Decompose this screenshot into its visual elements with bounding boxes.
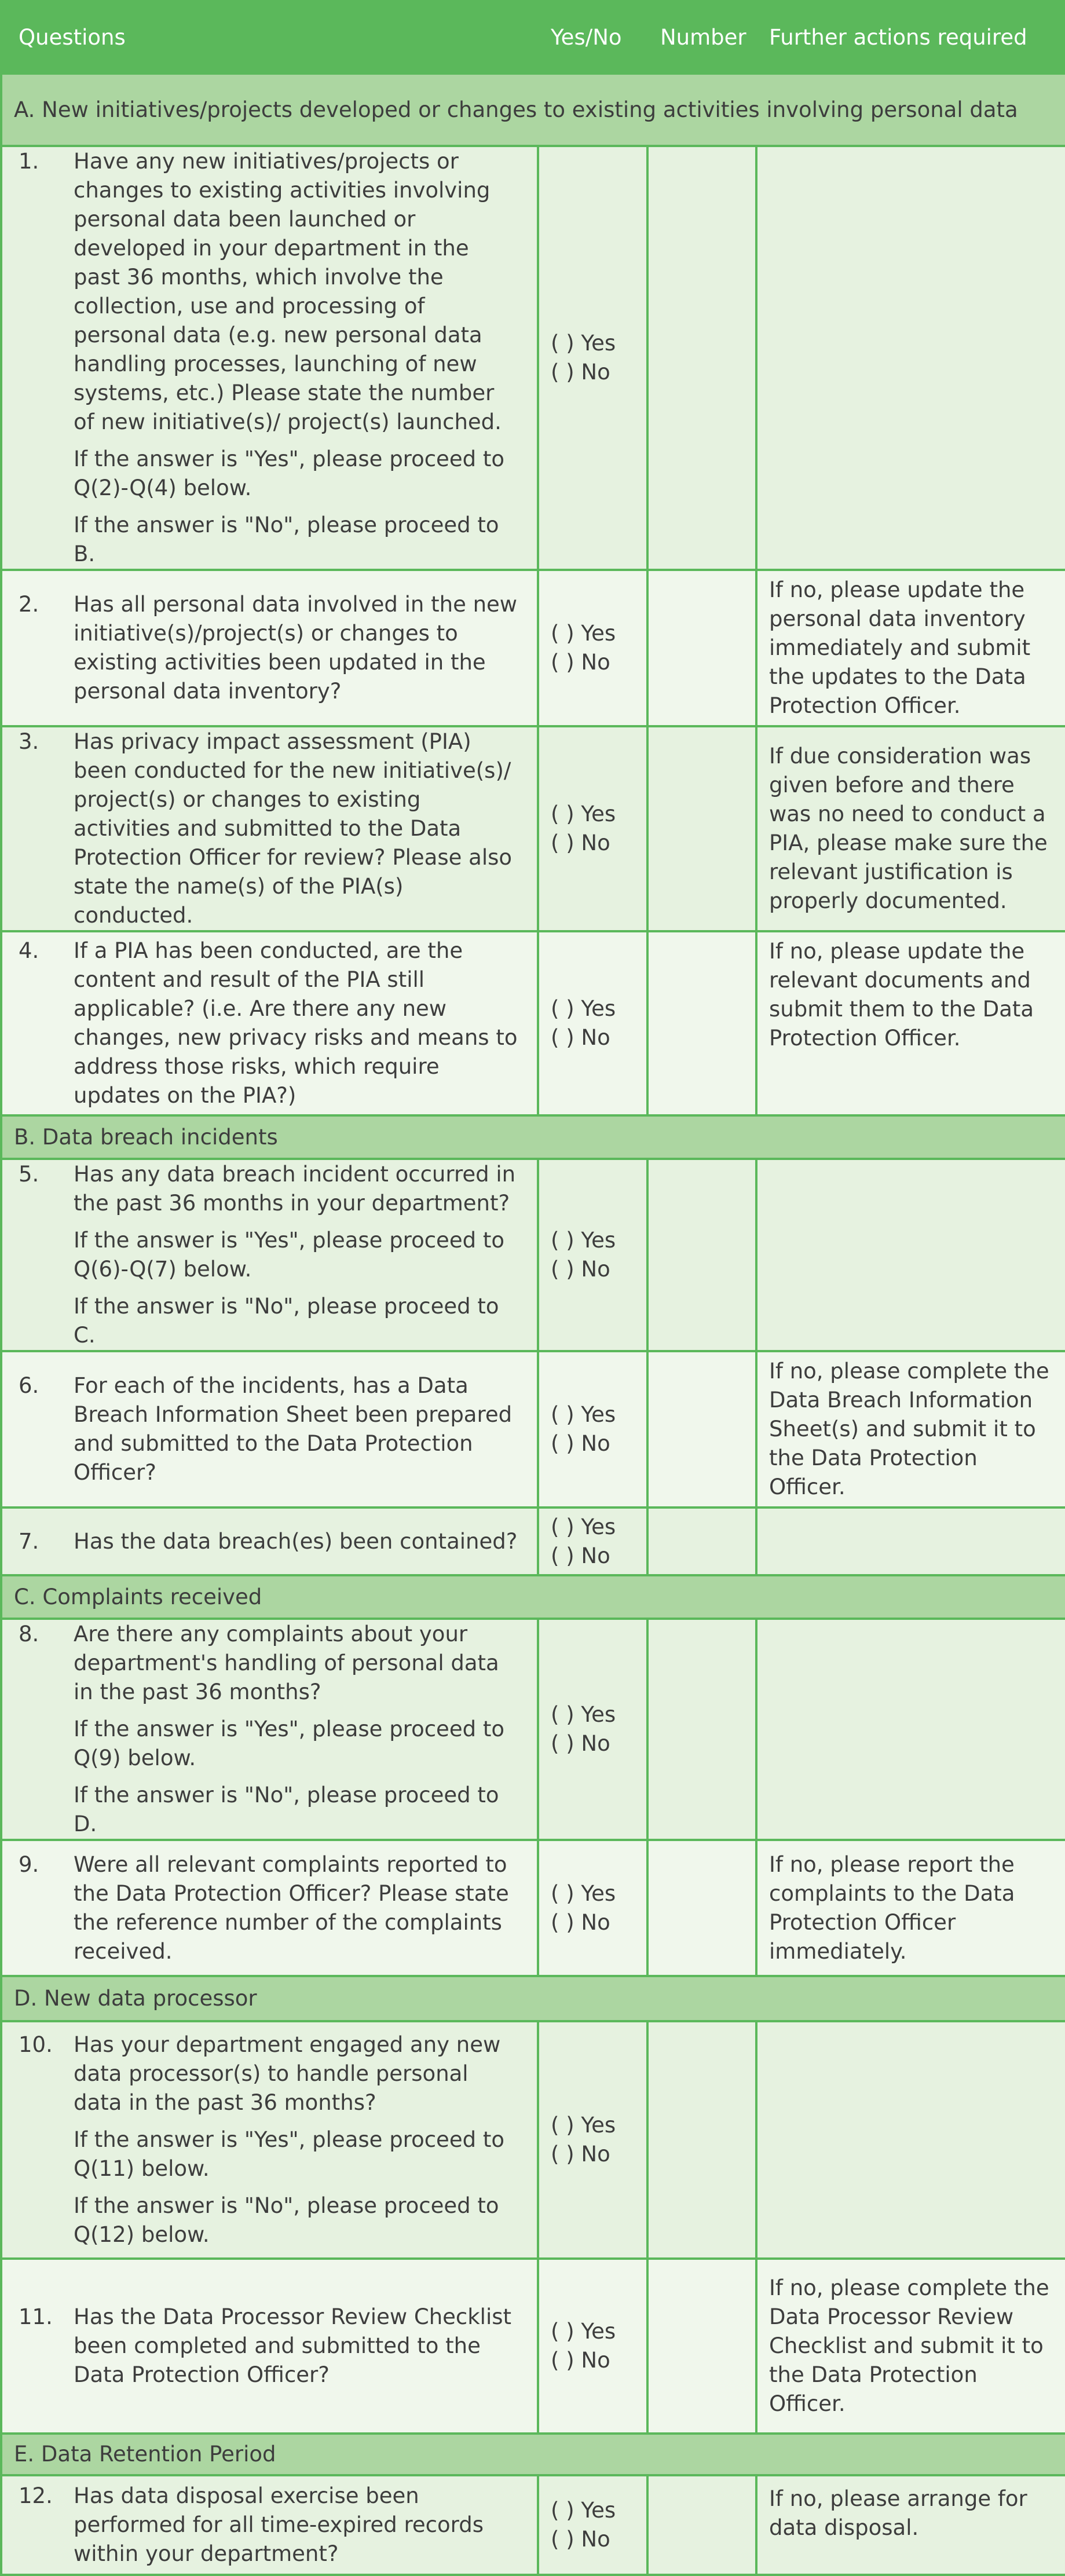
question-cell <box>1 726 538 931</box>
number-cell[interactable] <box>647 570 756 726</box>
question-note-no: If the answer is "No", please proceed to Q(12) below. <box>74 2193 499 2247</box>
question-number: 1. <box>19 149 39 174</box>
question-cell <box>1 2259 538 2434</box>
question-row-6 <box>1 1351 1065 1507</box>
header-further-actions: Further actions required <box>756 1 1065 74</box>
question-number: 8. <box>19 1622 39 1646</box>
question-row-7 <box>1 1507 1065 1575</box>
question-row-3 <box>1 726 1065 931</box>
section-a-title: A. New initiatives/projects developed or changes to existing activities involving personal data <box>1 74 1065 146</box>
yes-option[interactable]: ( ) Yes <box>551 331 616 356</box>
further-actions-cell: If no, please complete the Data Processor Review Checklist and submit it to the Data Protection Officer. <box>756 2259 1065 2434</box>
question-cell <box>1 1507 538 1575</box>
no-option[interactable]: ( ) No <box>551 1257 610 1282</box>
question-cell <box>1 570 538 726</box>
yes-option[interactable]: ( ) Yes <box>551 996 616 1021</box>
question-note-no: If the answer is "No", please proceed to D. <box>74 1783 499 1836</box>
question-row-10 <box>1 2021 1065 2259</box>
header-yes-no: Yes/No <box>538 1 647 74</box>
question-note-yes: If the answer is "Yes", please proceed to Q(9) below. <box>74 1717 504 1770</box>
question-text: Has privacy impact assessment (PIA) been conducted for the new initiative(s)/ project(s) or changes to existing activities and submitted to the Data Protection Officer for review? Please also state the name(s) of the PIA(s) conducted. <box>74 729 513 928</box>
question-text: Has data disposal exercise been performed for all time-expired records within your department? <box>74 2483 484 2566</box>
question-number: 12. <box>19 2483 53 2508</box>
section-c-row <box>1 1575 1065 1619</box>
further-actions-cell <box>756 1619 1065 1840</box>
question-note-yes: If the answer is "Yes", please proceed to Q(2)-Q(4) below. <box>74 447 504 500</box>
number-cell[interactable] <box>647 1351 756 1507</box>
yes-option[interactable]: ( ) Yes <box>551 2113 616 2138</box>
question-number: 2. <box>19 592 39 617</box>
question-number: 3. <box>19 729 39 754</box>
question-cell <box>1 2021 538 2259</box>
yes-no-cell <box>538 1159 647 1351</box>
question-row-4 <box>1 931 1065 1115</box>
number-cell[interactable] <box>647 1159 756 1351</box>
yes-option[interactable]: ( ) Yes <box>551 1702 616 1727</box>
question-number: 10. <box>19 2032 53 2057</box>
further-actions-cell <box>756 1159 1065 1351</box>
question-note-yes: If the answer is "Yes", please proceed to Q(6)-Q(7) below. <box>74 1228 504 1282</box>
question-number: 4. <box>19 938 39 963</box>
yes-option[interactable]: ( ) Yes <box>551 1402 616 1427</box>
question-row-5 <box>1 1159 1065 1351</box>
yes-option[interactable]: ( ) Yes <box>551 1228 616 1253</box>
further-actions-cell <box>756 2021 1065 2259</box>
yes-option[interactable]: ( ) Yes <box>551 621 616 646</box>
further-actions-cell: If no, please complete the Data Breach Information Sheet(s) and submit it to the Data Protection Officer. <box>756 1351 1065 1507</box>
no-option[interactable]: ( ) No <box>551 1543 610 1568</box>
question-text: Has all personal data involved in the new initiative(s)/project(s) or changes to existing activities been updated in the personal data inventory? <box>74 592 518 704</box>
no-option[interactable]: ( ) No <box>551 2527 610 2552</box>
question-cell <box>1 1619 538 1840</box>
question-number: 6. <box>19 1373 39 1398</box>
yes-no-cell <box>538 1840 647 1976</box>
question-cell <box>1 1159 538 1351</box>
number-cell[interactable] <box>647 2021 756 2259</box>
no-option[interactable]: ( ) No <box>551 360 610 385</box>
question-row-1 <box>1 146 1065 570</box>
question-row-9 <box>1 1840 1065 1976</box>
further-actions-cell: If no, please update the personal data inventory immediately and submit the updates to the Data Protection Officer. <box>756 570 1065 726</box>
number-cell[interactable] <box>647 726 756 931</box>
number-cell[interactable] <box>647 1507 756 1575</box>
question-text: Has your department engaged any new data processor(s) to handle personal data in the past 36 months? <box>74 2032 501 2115</box>
question-text: Has the data breach(es) been contained? <box>74 1528 518 1554</box>
no-option[interactable]: ( ) No <box>551 1909 610 1935</box>
question-number: 5. <box>19 1162 39 1187</box>
yes-no-cell <box>538 2475 647 2575</box>
number-cell[interactable] <box>647 2259 756 2434</box>
yes-no-cell <box>538 726 647 931</box>
number-cell[interactable] <box>647 1840 756 1976</box>
number-cell[interactable] <box>647 931 756 1115</box>
no-option[interactable]: ( ) No <box>551 2142 610 2167</box>
question-number: 9. <box>19 1851 39 1877</box>
question-row-12 <box>1 2475 1065 2575</box>
further-actions-cell <box>756 1507 1065 1575</box>
further-actions-cell <box>756 146 1065 570</box>
question-row-11 <box>1 2259 1065 2434</box>
yes-no-cell <box>538 931 647 1115</box>
section-d-title: D. New data processor <box>1 1976 1065 2021</box>
no-option[interactable]: ( ) No <box>551 650 610 675</box>
header-number: Number <box>647 1 756 74</box>
question-number: 11. <box>19 2304 53 2329</box>
no-option[interactable]: ( ) No <box>551 1731 610 1756</box>
yes-no-cell <box>538 2021 647 2259</box>
question-row-8 <box>1 1619 1065 1840</box>
question-text: Were all relevant complaints reported to the Data Protection Officer? Please state the reference number of the complaints received. <box>74 1851 509 1964</box>
section-a-row <box>1 74 1065 146</box>
section-e-title: E. Data Retention Period <box>1 2434 1065 2475</box>
no-option[interactable]: ( ) No <box>551 1431 610 1456</box>
question-text: Has any data breach incident occurred in the past 36 months in your department? <box>74 1162 516 1216</box>
further-actions-cell: If no, please arrange for data disposal. <box>756 2475 1065 2575</box>
question-row-2 <box>1 570 1065 726</box>
no-option[interactable]: ( ) No <box>551 2348 610 2373</box>
no-option[interactable]: ( ) No <box>551 830 610 855</box>
yes-no-cell <box>538 146 647 570</box>
section-d-row <box>1 1976 1065 2021</box>
question-number: 7. <box>19 1528 39 1554</box>
number-cell[interactable] <box>647 146 756 570</box>
yes-no-cell <box>538 570 647 726</box>
yes-option[interactable]: ( ) Yes <box>551 2498 616 2523</box>
question-text: Have any new initiatives/projects or changes to existing activities involving personal data been launched or developed in your department in the past 36 months, which involve the collection, use and processing of personal data (e.g. new personal data handling processes, launching of new systems, etc.) Please state the number of new initiative(s)/ project(s) launched. <box>74 149 502 434</box>
number-cell[interactable] <box>647 2475 756 2575</box>
question-cell <box>1 2475 538 2575</box>
yes-no-cell <box>538 1507 647 1575</box>
question-text: If a PIA has been conducted, are the content and result of the PIA still applicable? (i.e. Are there any new changes, new privacy risks and means to address those risks, which require updates on the PIA?) <box>74 938 518 1108</box>
question-cell <box>1 1351 538 1507</box>
no-option[interactable]: ( ) No <box>551 1025 610 1050</box>
further-actions-cell: If no, please update the relevant documents and submit them to the Data Protection Officer. <box>756 931 1065 1115</box>
yes-no-cell <box>538 2259 647 2434</box>
yes-option[interactable]: ( ) Yes <box>551 802 616 826</box>
question-cell <box>1 1840 538 1976</box>
further-actions-cell: If no, please report the complaints to the Data Protection Officer immediately. <box>756 1840 1065 1976</box>
question-text: Are there any complaints about your department's handling of personal data in the past 36 months? <box>74 1622 499 1704</box>
further-actions-cell: If due consideration was given before and there was no need to conduct a PIA, please make sure the relevant justification is properly documented. <box>756 726 1065 931</box>
question-note-yes: If the answer is "Yes", please proceed to Q(11) below. <box>74 2127 504 2181</box>
yes-no-cell <box>538 1619 647 1840</box>
yes-option[interactable]: ( ) Yes <box>551 1880 616 1906</box>
question-note-no: If the answer is "No", please proceed to C. <box>74 1294 499 1348</box>
question-cell <box>1 146 538 570</box>
section-b-row <box>1 1115 1065 1159</box>
header-row <box>1 1 1065 74</box>
section-e-row <box>1 2434 1065 2475</box>
question-cell <box>1 931 538 1115</box>
question-note-no: If the answer is "No", please proceed to B. <box>74 513 499 566</box>
question-text: For each of the incidents, has a Data Breach Information Sheet been prepared and submitted to the Data Protection Officer? <box>74 1373 513 1485</box>
question-text: Has the Data Processor Review Checklist been completed and submitted to the Data Protection Officer? <box>74 2304 512 2387</box>
section-c-title: C. Complaints received <box>1 1575 1065 1619</box>
yes-option[interactable]: ( ) Yes <box>551 2319 616 2344</box>
yes-option[interactable]: ( ) Yes <box>551 1514 616 1539</box>
header-questions: Questions <box>1 1 538 74</box>
number-cell[interactable] <box>647 1619 756 1840</box>
yes-no-cell <box>538 1351 647 1507</box>
section-b-title: B. Data breach incidents <box>1 1115 1065 1159</box>
